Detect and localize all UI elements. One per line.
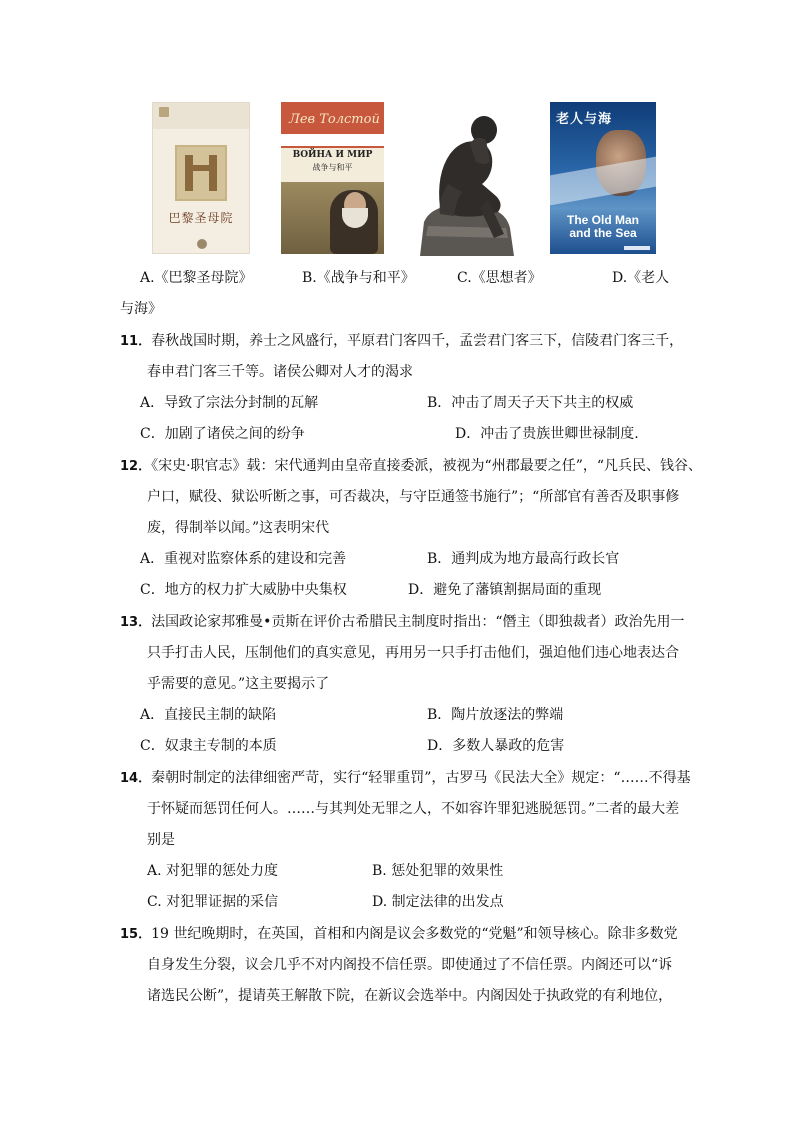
- question-15-stem-line: 自身发生分裂，议会几乎不对内阁投不信任票。即使通过了不信任票。内阁还可以“诉: [147, 957, 673, 973]
- question-12-stem-line: 废，得制举以闻。”这表明宋代: [147, 520, 330, 536]
- question-number: 13．: [120, 615, 152, 630]
- question-14-stem-line: 别是: [147, 832, 175, 848]
- question-12-stem: 12．《宋史·职官志》载：宋代通判由皇帝直接委派，被视为“州郡最要之任”，“凡兵民、钱谷、: [120, 458, 703, 474]
- question-11-stem-line: 春申君门客三千等。诸侯公卿对人才的渴求: [147, 364, 413, 380]
- chinese-title: 战争与和平: [312, 163, 353, 172]
- cover-painting: [281, 182, 384, 254]
- q11-option-b[interactable]: B．冲击了周天子天下共主的权威: [427, 395, 634, 411]
- option-images-row: [148, 102, 668, 258]
- notre-dame-book-cover: [152, 102, 250, 254]
- question-number: 15．: [120, 927, 152, 942]
- question-number: 11．: [120, 334, 152, 349]
- russian-title: ВОЙНА И МИР: [292, 150, 373, 160]
- q11-option-c[interactable]: C．加剧了诸侯之间的纷争: [140, 426, 305, 442]
- question-11-stem: 11．春秋战国时期，养士之风盛行，平原君门客四千，孟尝君门客三下，信陵君门客三千，: [120, 333, 684, 349]
- question-13-stem-line: 只手打击人民，压制他们的真实意见，再用另一只手打击他们，强迫他们违心地表达合: [147, 645, 679, 661]
- q14-option-b[interactable]: B. 惩处犯罪的效果性: [372, 863, 504, 879]
- q12-option-c[interactable]: C．地方的权力扩大威胁中央集权: [140, 582, 347, 598]
- q13-option-a[interactable]: A．直接民主制的缺陷: [140, 707, 277, 723]
- q10-option-c[interactable]: C.《思想者》: [457, 270, 542, 286]
- q10-option-d-continued: 与海》: [120, 301, 162, 317]
- q11-option-a[interactable]: A．导致了宗法分封制的瓦解: [140, 395, 319, 411]
- question-15-stem: 15．19 世纪晚期时，在英国，首相和内阁是议会多数党的“党魁”和领导核心。除非多数党: [120, 926, 678, 942]
- q10-option-d[interactable]: D.《老人: [612, 270, 670, 286]
- q12-option-b[interactable]: B．通判成为地方最高行政长官: [427, 551, 620, 567]
- question-number: 14．: [120, 771, 152, 786]
- q12-option-a[interactable]: A．重视对监察体系的建设和完善: [140, 551, 347, 567]
- q11-option-d[interactable]: D．冲击了贵族世卿世禄制度.: [455, 426, 639, 442]
- thinker-statue-icon: [410, 104, 520, 256]
- q13-option-c[interactable]: C．奴隶主专制的本质: [140, 738, 277, 754]
- old-man-and-sea-book-cover: [550, 102, 656, 254]
- q14-option-d[interactable]: D. 制定法律的出发点: [372, 894, 504, 910]
- q14-option-c[interactable]: C. 对犯罪证据的采信: [147, 894, 279, 910]
- question-12-stem-line: 户口，赋役、狱讼听断之事，可否裁决，与守臣通签书施行”；“所部官有善否及职事修: [147, 489, 680, 505]
- cathedral-picture-icon: [175, 145, 227, 201]
- q14-option-a[interactable]: A. 对犯罪的惩处力度: [147, 863, 279, 879]
- question-15-stem-line: 诸选民公断”，提请英王解散下院，在新议会选举中。内阁因处于执政党的有利地位，: [147, 988, 673, 1004]
- q13-option-d[interactable]: D．多数人暴政的危害: [427, 738, 565, 754]
- war-and-peace-book-cover: [281, 102, 384, 254]
- q13-option-b[interactable]: B．陶片放逐法的弊端: [427, 707, 564, 723]
- chinese-title: 老人与海: [556, 112, 613, 127]
- english-title: The Old Man and the Sea: [567, 213, 639, 240]
- q12-option-d[interactable]: D．避免了藩镇割据局面的重现: [408, 582, 602, 598]
- q10-option-a[interactable]: A.《巴黎圣母院》: [140, 270, 253, 286]
- author-signature: Лев Толстой: [289, 112, 380, 127]
- publisher-logo-icon: [197, 239, 207, 249]
- question-14-stem: 14．秦朝时制定的法律细密严苛，实行“轻罪重罚”，古罗马《民法大全》规定：“……不得基: [120, 770, 691, 786]
- book-title: 巴黎圣母院: [168, 211, 234, 225]
- q10-option-b[interactable]: B.《战争与和平》: [302, 270, 415, 286]
- question-13-stem: 13．法国政论家邦雅曼•贡斯在评价古希腊民主制度时指出：“僭主（即独裁者）政治先用一: [120, 614, 685, 630]
- question-14-stem-line: 于怀疑而惩罚任何人。……与其判处无罪之人，不如容许罪犯逃脱惩罚。”二者的最大差: [147, 801, 680, 817]
- question-13-stem-line: 乎需要的意见。”这主要揭示了: [147, 676, 330, 692]
- question-number: 12．: [120, 459, 152, 474]
- publisher-seal-icon: [159, 107, 169, 117]
